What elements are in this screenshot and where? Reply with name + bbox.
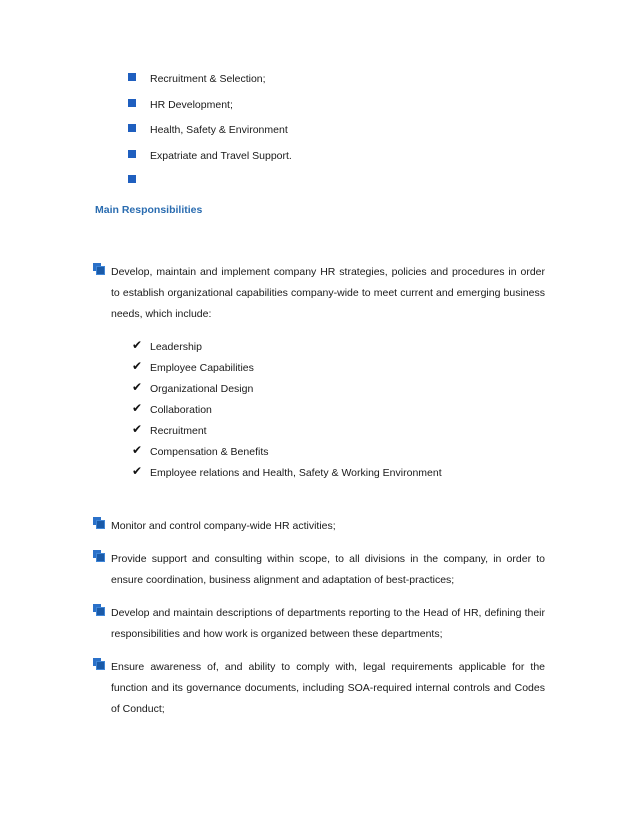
responsibility-paragraph: Develop and maintain descriptions of departments reporting to the Head of HR, defining their responsibilities and how work is organized between these departments; — [111, 607, 545, 640]
list-item-text: Expatriate and Travel Support. — [150, 149, 292, 162]
cube-bullet-icon — [93, 517, 105, 529]
responsibility-paragraph: Develop, maintain and implement company HR strategies, policies and procedures in order to establish organizational capabilities company-wide to meet current and emerging business needs, which include: — [111, 266, 545, 320]
cube-bullet-icon — [93, 658, 105, 670]
section-title: Main Responsibilities — [95, 204, 203, 216]
check-icon: ✔ — [132, 443, 143, 457]
list-item-text: Collaboration — [150, 404, 212, 416]
responsibility-paragraph: Monitor and control company-wide HR activities; — [111, 520, 336, 532]
list-item-text: HR Development; — [150, 98, 233, 111]
responsibility-paragraph: Ensure awareness of, and ability to comply with, legal requirements applicable for the function and its governance documents, including SOA-required internal controls and Codes of Conduct; — [111, 661, 545, 715]
check-icon: ✔ — [132, 422, 143, 436]
responsibility-paragraph: Provide support and consulting within scope, to all divisions in the company, in order to ensure coordination, business alignment and adaptation of best-practices; — [111, 553, 545, 586]
list-item-text: Leadership — [150, 341, 202, 353]
check-icon: ✔ — [132, 464, 143, 478]
check-icon: ✔ — [132, 380, 143, 394]
cube-bullet-icon — [93, 263, 105, 275]
check-icon: ✔ — [132, 401, 143, 415]
square-bullet-icon — [128, 73, 136, 81]
square-bullet-icon — [128, 99, 136, 107]
square-bullet-icon — [128, 124, 136, 132]
list-item-text: Organizational Design — [150, 383, 254, 395]
list-item-text: Compensation & Benefits — [150, 446, 269, 458]
list-item-text: Recruitment & Selection; — [150, 73, 266, 85]
list-item-text: Health, Safety & Environment — [150, 124, 288, 136]
check-icon: ✔ — [132, 338, 143, 352]
cube-bullet-icon — [93, 550, 105, 562]
list-item-text: Employee relations and Health, Safety & Working Environment — [150, 467, 442, 479]
list-item-text: Recruitment — [150, 425, 207, 437]
check-icon: ✔ — [132, 359, 143, 373]
cube-bullet-icon — [93, 604, 105, 616]
list-item-text: Employee Capabilities — [150, 362, 254, 374]
square-bullet-icon — [128, 150, 136, 158]
square-bullet-icon — [128, 175, 136, 183]
